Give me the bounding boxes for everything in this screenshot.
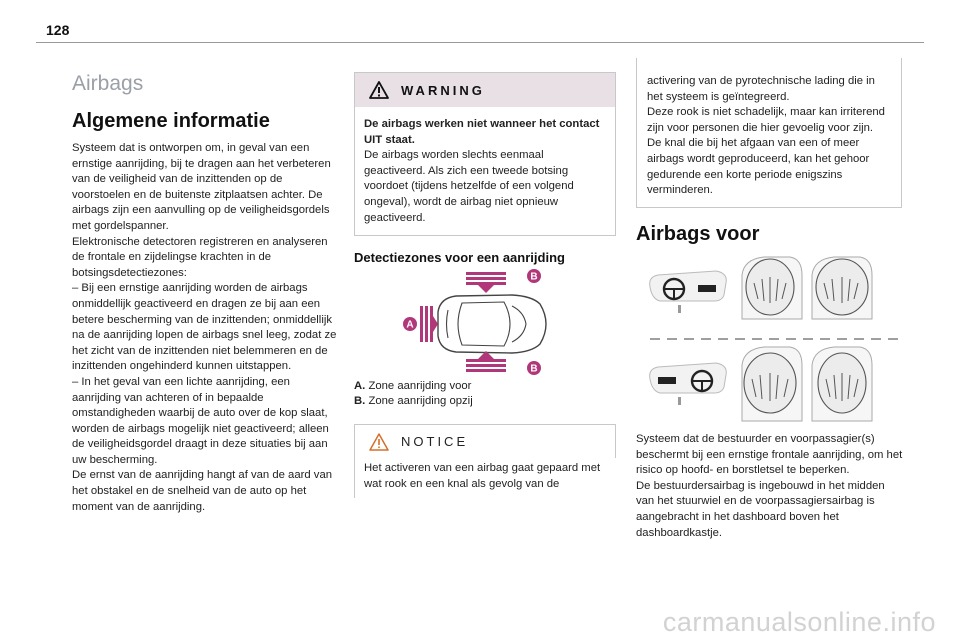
warning-text: De airbags worden slechts eenmaal geactiveerd. Als zich een tweede botsing voordoet (tijdens hetzelfde of een volgend ongeval), wordt de airbag niet opnieuw geactiveerd. — [364, 149, 574, 224]
zone-b-top-arrows — [466, 272, 506, 293]
notice-title: NOTICE — [401, 434, 469, 449]
heading-front-airbags: Airbags voor — [636, 223, 760, 245]
front-airbags-text: Systeem dat de bestuurder en voorpassagier(s) beschermt bij een ernstige frontale aanrijding, om het risico op hoofd- en borstletsel te beperken. De bestuurdersairbag is ingebouwd in het midden van het stuurwiel en de voorpassagiersairbag is aangebracht in het dashboard boven het dashboardkastje. — [636, 433, 903, 539]
legend-text: Zone aanrijding voor — [368, 380, 472, 392]
dashboard-rhd-icon — [650, 363, 727, 405]
dashboard-lhd-icon — [650, 271, 727, 313]
section-title: Airbags — [72, 72, 144, 95]
notice-header — [355, 424, 616, 458]
warning-header — [355, 73, 615, 107]
general-info-text: Systeem dat is ontworpen om, in geval van een ernstige aanrijding, bij te dragen aan het verbeteren van de veiligheid van de inzittenden op de voorstoelen en de buitenste zitplaatsen achter. De airbags zijn een aanvulling op de veiligheidsgordels met gordelspanner. Elektronische detectoren registreren en analyseren de frontale en zijdelingse krachten in de botsingsdetectiezones: – Bij een ernstige aanrijding worden de airbags onmiddellijk geactiveerd en dragen ze bij aan een betere bescherming van de inzittenden; onmiddellijk na de aanrijding lopen de airbags snel leeg, zodat ze het zicht van de inzittenden niet belemmeren en de inzittenden ongehinderd kunnen uitstappen. – In het geval van een lichte aanrijding, een aanrijding van achteren of in bepaalde omstandigheden waarbij de auto over de kop slaat, worden de airbags mogelijk niet geactiveerd; alleen de veiligheidsgordel draagt in deze situaties bij aan uw bescherming. De ernst van de aanrijding hangt af van de aard van het obstakel en de snelheid van de auto op het moment van de aanrijding. — [72, 142, 337, 513]
zone-b-bottom-arrows — [466, 351, 506, 372]
legend-item — [354, 394, 616, 409]
airbag-seat-lhd-icon — [742, 257, 872, 319]
column-1 — [72, 58, 340, 515]
warning-title: WARNING — [401, 82, 485, 98]
page-number: 128 — [46, 22, 70, 38]
warning-box — [354, 72, 616, 236]
label-b-bottom: B — [530, 363, 538, 375]
legend-text: Zone aanrijding opzij — [368, 394, 473, 407]
legend-key: A. — [354, 380, 366, 392]
airbag-seat-rhd-icon — [742, 347, 872, 421]
warning-body — [355, 107, 615, 235]
legend-key: B. — [354, 394, 366, 407]
label-b-top: B — [530, 271, 538, 283]
zone-a-arrows — [420, 306, 438, 342]
figure-legend — [354, 379, 616, 408]
warning-triangle-icon — [369, 81, 389, 99]
top-divider — [36, 42, 924, 43]
front-airbags-figure — [644, 253, 904, 425]
notice-text: Het activeren van een airbag gaat gepaard met wat rook en een knal als gevolg van de — [364, 462, 601, 490]
notice-continued-text: activering van de pyrotechnische lading die in het systeem is geïntegreerd. Deze rook is niet schadelijk, maar kan irriterend zijn voor personen die hier gevoelig voor zijn. De knal die bij het afgaan van een of meer airbags wordt geproduceerd, kan het gehoor gedurende een korte periode enigszins verminderen. — [647, 75, 885, 197]
label-a: A — [406, 319, 414, 331]
legend-item — [354, 379, 616, 394]
car-detection-zones-figure — [400, 268, 550, 376]
notice-box — [354, 424, 616, 498]
notice-continued-box — [636, 58, 902, 208]
warning-bold-text: De airbags werken niet wanneer het contact UIT staat. — [364, 118, 600, 146]
detection-zones-heading: Detectiezones voor een aanrijding — [354, 250, 565, 265]
car-top-view-icon — [438, 295, 546, 353]
notice-triangle-icon — [369, 433, 389, 451]
heading-general-info: Algemene informatie — [72, 110, 270, 132]
watermark: carmanualsonline.info — [662, 607, 936, 637]
